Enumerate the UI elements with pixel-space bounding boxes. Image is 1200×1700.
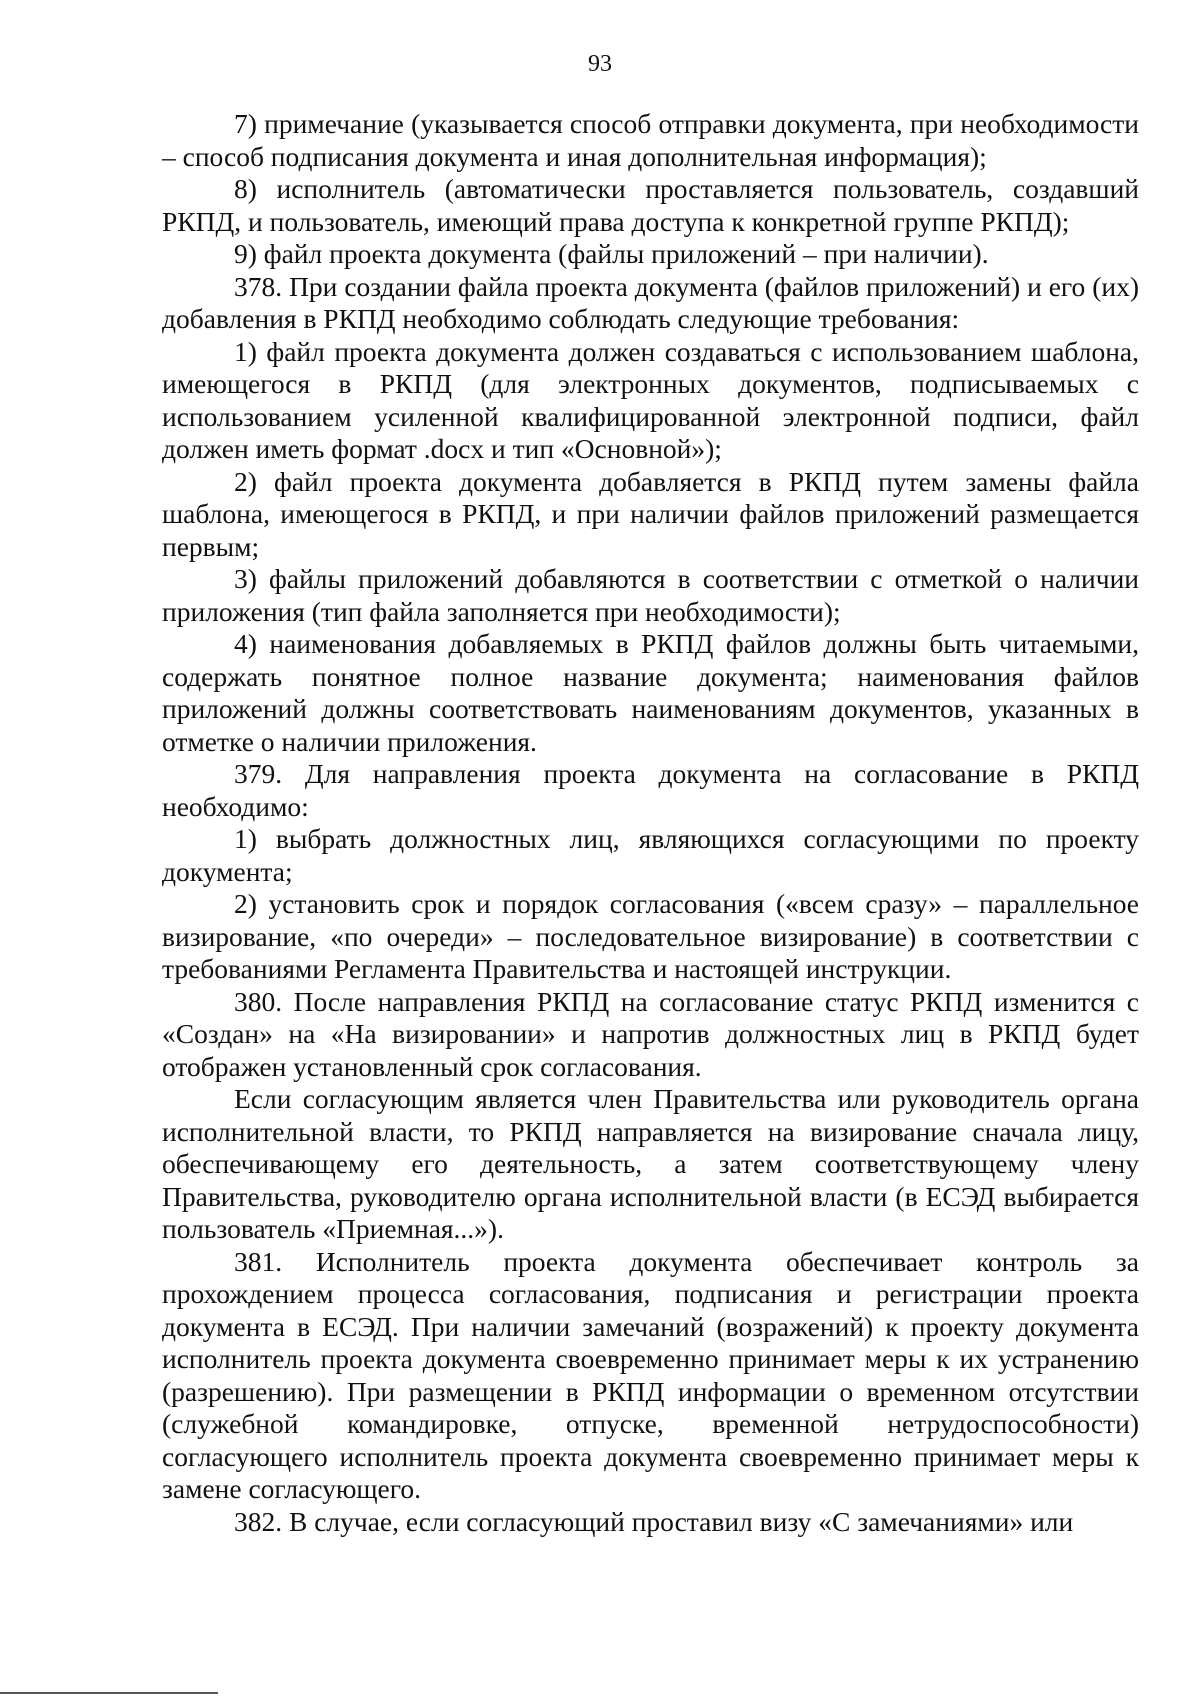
scan-edge-line (0, 1692, 218, 1694)
paragraph-378-item-2: 2) файл проекта документа добавляется в РКПД путем замены файла шаблона, имеющегося в РКПД, и при наличии файлов приложений размещается первым; (162, 465, 1139, 562)
document-body (162, 108, 1139, 1538)
paragraph-379-item-1: 1) выбрать должностных лиц, являющихся согласующими по проекту документа; (162, 823, 1139, 887)
paragraph-item-8-executor: 8) исполнитель (автоматически проставляется пользователь, создавший РКПД, и пользователь, имеющий права доступа к конкретной группе РКПД); (162, 173, 1139, 237)
paragraph-item-7-note: 7) примечание (указывается способ отправки документа, при необходимости – способ подписания документа и иная дополнительная информация); (162, 108, 1139, 172)
paragraph-section-381: 381. Исполнитель проекта документа обеспечивает контроль за прохождением процесса согласования, подписания и регистрации проекта документа в ЕСЭД. При наличии замечаний (возражений) к проекту документа исполнитель проекта документа своевременно принимает меры к их устранению (разрешению). При размещении в РКПД информации о временном отсутствии (служебной командировке, отпуске, временной нетрудоспособности) согласующего исполнитель проекта документа своевременно принимает меры к замене согласующего. (162, 1245, 1139, 1504)
paragraph-section-379: 379. Для направления проекта документа на согласование в РКПД необходимо: (162, 758, 1139, 822)
page-number: 93 (588, 51, 612, 77)
paragraph-section-378: 378. При создании файла проекта документа (файлов приложений) и его (их) добавления в РКПД необходимо соблюдать следующие требования: (162, 270, 1139, 334)
paragraph-item-9-file: 9) файл проекта документа (файлы приложений – при наличии). (234, 238, 989, 269)
paragraph-378-item-1: 1) файл проекта документа должен создаваться с использованием шаблона, имеющегося в РКПД (для электронных документов, подписываемых с использованием усиленной квалифицированной электронной подписи, файл должен иметь формат .docx и тип «Основной»); (162, 335, 1139, 464)
paragraph-section-382: 382. В случае, если согласующий проставил визу «С замечаниями» или (234, 1505, 1074, 1537)
paragraph-section-380: 380. После направления РКПД на согласование статус РКПД изменится с «Создан» на «На визировании» и напротив должностных лиц в РКПД будет отображен установленный срок согласования. (162, 985, 1139, 1082)
paragraph-380-continuation: Если согласующим является член Правительства или руководитель органа исполнительной власти, то РКПД направляется на визирование сначала лицу, обеспечивающему его деятельность, а затем соответствующему члену Правительства, руководителю органа исполнительной власти (в ЕСЭД выбирается пользователь «Приемная...»). (162, 1083, 1139, 1244)
paragraph-378-item-4: 4) наименования добавляемых в РКПД файлов должны быть читаемыми, содержать понятное полное название документа; наименования файлов приложений должны соответствовать наименованиям документов, указанных в отметке о наличии приложения. (162, 628, 1139, 757)
paragraph-379-item-2: 2) установить срок и порядок согласования («всем сразу» – параллельное визирование, «по очереди» – последовательное визирование) в соответствии с требованиями Регламента Правительства и настоящей инструкции. (162, 888, 1139, 984)
paragraph-378-item-3: 3) файлы приложений добавляются в соответствии с отметкой о наличии приложения (тип файла заполняется при необходимости); (162, 563, 1139, 627)
